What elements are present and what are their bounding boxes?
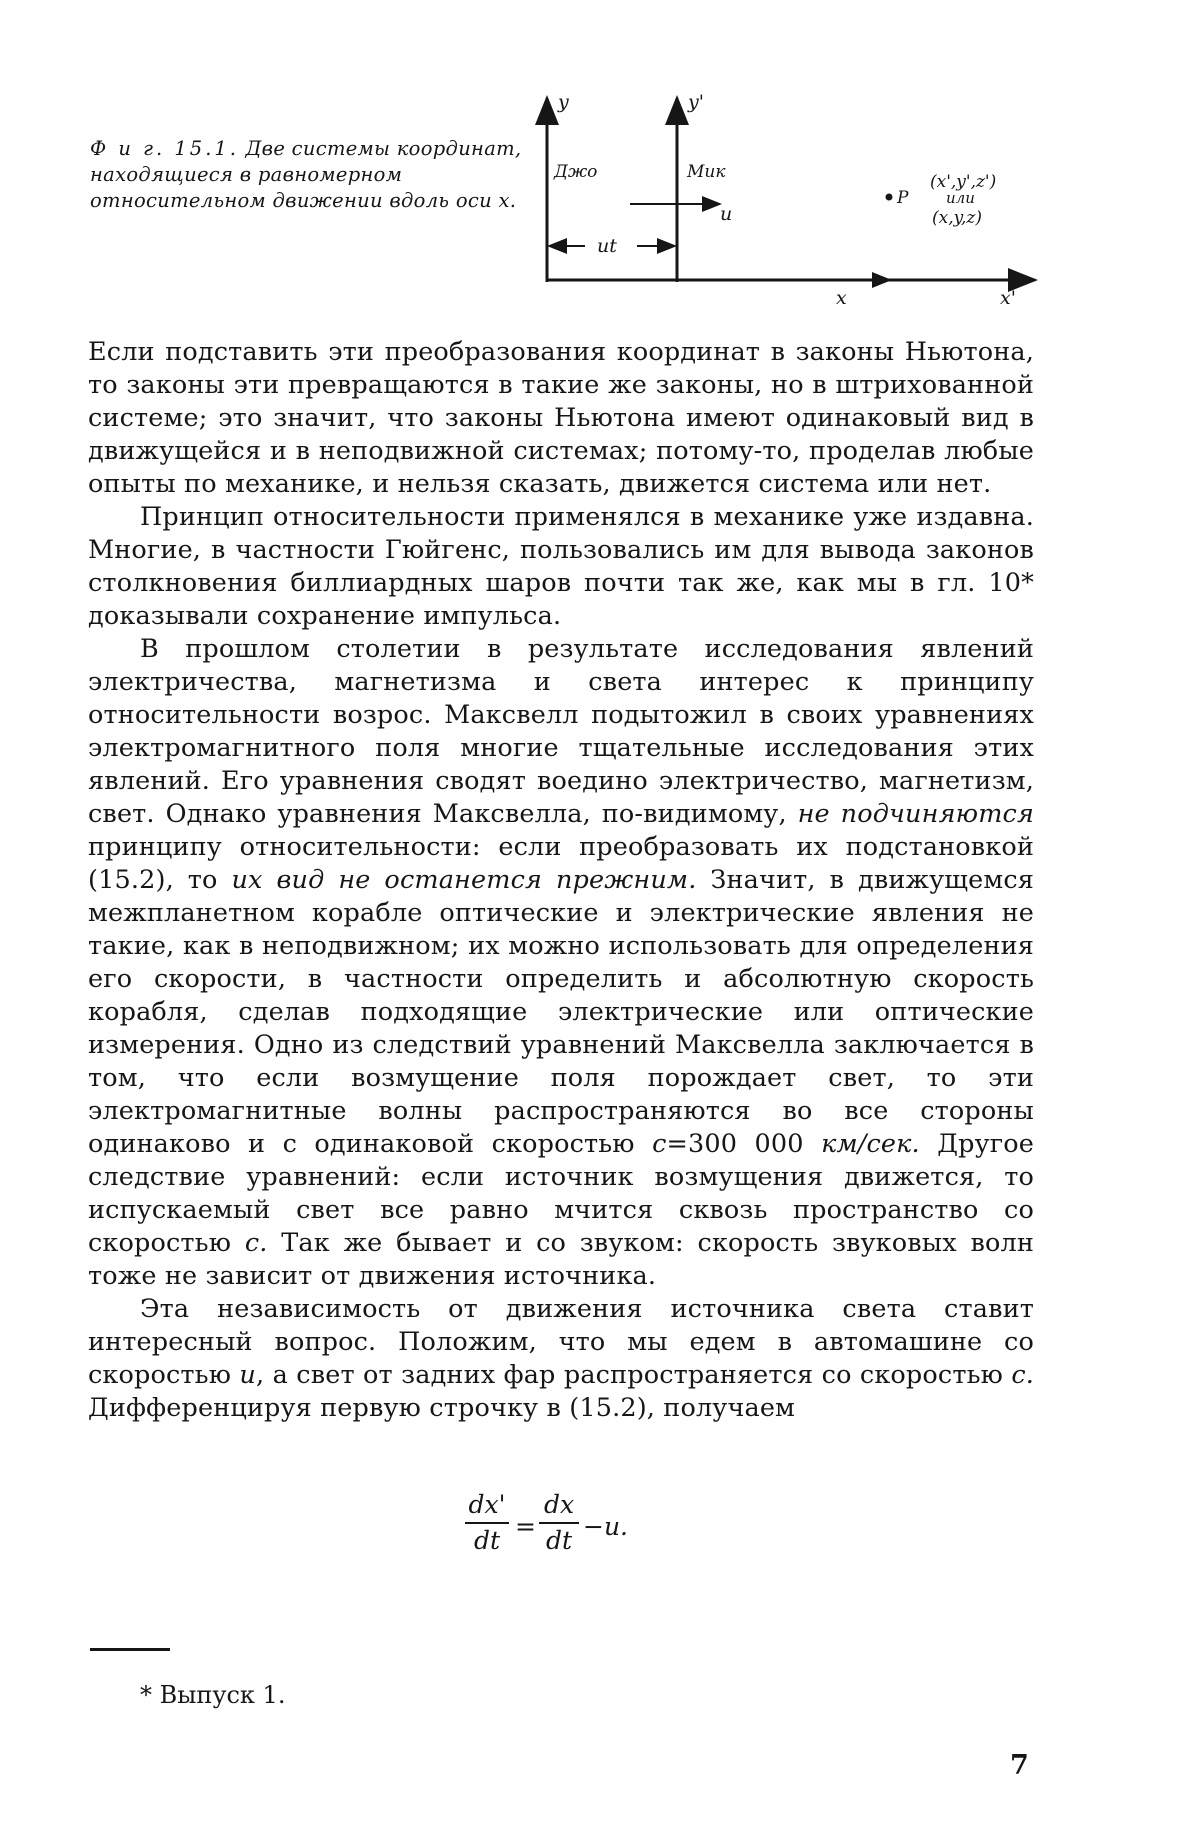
right-frame-label: Мик [687, 162, 726, 182]
point-p [886, 194, 893, 201]
formula-rhs-fraction [539, 1490, 579, 1556]
italic-text: c [652, 1129, 667, 1159]
italic-text: c. [244, 1228, 268, 1258]
formula-rhs-numerator: dx [543, 1490, 575, 1519]
paragraph-1 [88, 336, 1034, 501]
text-run: , а свет от задних фар распространяется со скоростью [256, 1360, 1012, 1390]
text-run: Дифференцируя первую строчку в (15.2), получаем [88, 1393, 796, 1423]
point-p-label: P [897, 188, 909, 208]
x-axis-label: x [836, 287, 847, 309]
formula-tail: −u. [583, 1512, 628, 1541]
formula [465, 1490, 665, 1572]
formula-rhs-bar [539, 1522, 579, 1524]
coordinate-systems-diagram [540, 92, 1040, 314]
formula-lhs-fraction [465, 1490, 509, 1556]
paragraph-3 [88, 633, 1034, 1293]
coordinates-or: или [946, 189, 975, 207]
formula-lhs-denominator: dt [473, 1526, 501, 1555]
y-prime-axis-label: y' [688, 91, 704, 113]
text-run: Принцип относительности применялся в механике уже издавна. Многие, в частности Гюйгенс, пользовались им для вывода законов столкновения биллиардных шаров почти так же, как мы в гл. 10* доказывали сохранение импульса. [88, 502, 1034, 631]
figure-caption-text: Две системы координат, находящиеся в равномерном относительном движении вдоль оси x. [90, 137, 522, 212]
text-run: Другое следствие уравнений: если источник возмущения движется, то испускаемый свет все равно мчится сквозь пространство со скоростью [88, 1129, 1034, 1258]
figure-label: Ф и г. 15.1. [90, 137, 240, 160]
italic-text: u [239, 1360, 256, 1390]
italic-text: их вид не останется прежним. [231, 865, 697, 895]
formula-rhs-denominator: dt [545, 1526, 573, 1555]
text-run: Эта независимость от движения источника света ставит интересный вопрос. Положим, что мы едем в автомашине со скоростью [88, 1294, 1034, 1390]
text-run: принципу относительности: если преобразовать их подстановкой (15.2), то [88, 832, 1034, 895]
text-run: Значит, в движущемся межпланетном корабле оптические и электрические явления не такие, как в неподвижном; их можно использовать для определения его скорости, в частности определить и абсолютную скорость корабля, сделав подходящие электрические или оптические измерения. Одно из следствий уравнений Максвелла заключается в том, что если возмущение поля порождает свет, то эти электромагнитные волны распространяются во все стороны одинаково и с одинаковой скоростью [88, 865, 1034, 1159]
footnote-rule [90, 1648, 170, 1651]
x-prime-axis-label: x' [1000, 287, 1016, 309]
text-run: Если подставить эти преобразования координат в законы Ньютона, то законы эти превращаются в такие же законы, но в штрихованной системе; это значит, что законы Ньютона имеют одинаковый вид в движущейся и в неподвижной системах; потому-то, проделав любые опыты по механике, и нельзя сказать, движется система или нет. [88, 337, 1034, 499]
formula-lhs-numerator: dx' [468, 1490, 506, 1519]
text-run: Так же бывает и со звуком: скорость звуковых волн тоже не зависит от движения источника. [88, 1228, 1034, 1291]
paragraph-4 [88, 1293, 1034, 1425]
text-run: =300 000 [666, 1129, 822, 1159]
italic-text: не подчиняются [797, 799, 1035, 829]
italic-text: c. [1011, 1360, 1035, 1390]
figure-caption [90, 136, 530, 214]
y-axis-label: y [558, 91, 569, 113]
formula-equals: = [515, 1512, 536, 1541]
unprimed-coordinates: (x,y,z) [932, 208, 982, 228]
footnote: * Выпуск 1. [140, 1681, 286, 1709]
italic-text: км/сек. [821, 1129, 920, 1159]
offset-label: ut [597, 235, 617, 257]
paragraph-2 [88, 501, 1034, 633]
formula-lhs-bar [465, 1522, 509, 1524]
velocity-label: u [720, 203, 733, 225]
page-number: 7 [1010, 1750, 1029, 1781]
body-text [88, 336, 1034, 1425]
text-run: В прошлом столетии в результате исследования явлений электричества, магнетизма и света интерес к принципу относительности возрос. Максвелл подытожил в своих уравнениях электромагнитного поля многие тщательные исследования этих явлений. Его уравнения сводят воедино электричество, магнетизм, свет. Однако уравнения Максвелла, по-видимому, [88, 634, 1034, 829]
primed-coordinates: (x',y',z') [930, 172, 997, 192]
left-frame-label: Джо [554, 162, 598, 182]
